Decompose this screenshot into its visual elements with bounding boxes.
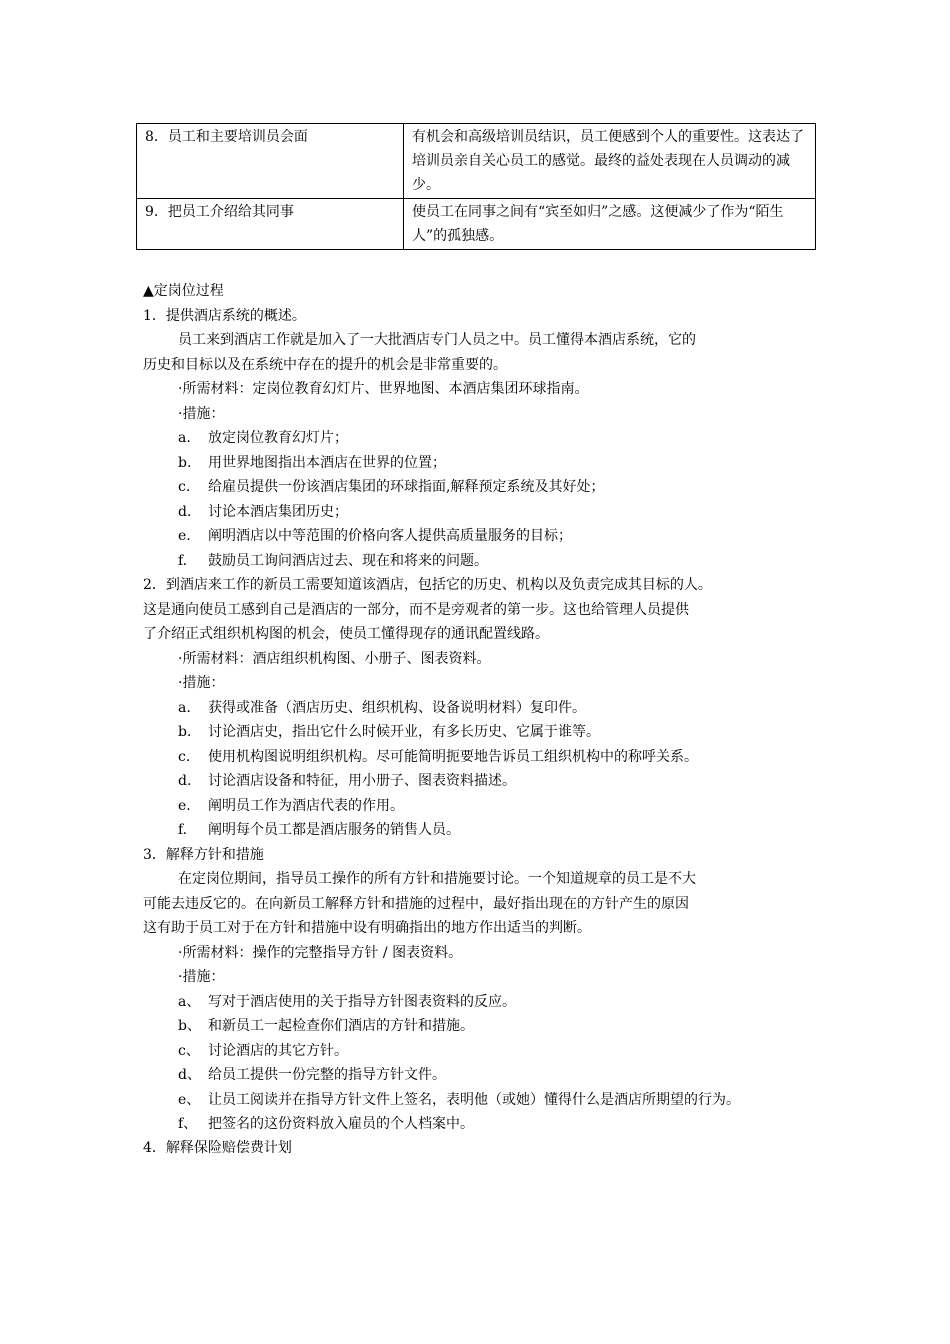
list-item-text: 放定岗位教育幻灯片；	[208, 430, 348, 446]
materials-line: ·所需材料：定岗位教育幻灯片、世界地图、本酒店集团环球指南。	[178, 381, 589, 397]
list-item-label: f.	[178, 822, 188, 838]
section-title: 1．提供酒店系统的概述。	[143, 307, 306, 324]
section-title: 4．解释保险赔偿费计划	[143, 1140, 292, 1156]
measures-label: ·措施：	[178, 969, 225, 985]
list-item-text: 和新员工一起检查你们酒店的方针和措施。	[208, 1018, 474, 1034]
list-item-text: 给雇员提供一份该酒店集团的环球指面,解释预定系统及其好处；	[208, 479, 605, 495]
paragraph-line: 这有助于员工对于在方针和措施中设有明确指出的地方作出适当的判断。	[143, 920, 591, 936]
list-item	[143, 1039, 815, 1064]
document-body	[143, 279, 815, 1161]
list-item	[143, 1063, 815, 1088]
list-item	[143, 426, 815, 451]
list-item	[143, 794, 815, 819]
table-cell-desc: 有机会和高级培训员结识，员工便感到个人的重要性。这表达了培训员亲自关心员工的感觉。最终的益处表现在人员调动的减少。	[404, 124, 816, 199]
list-item-text: 鼓励员工询问酒店过去、现在和将来的问题。	[208, 552, 488, 569]
list-item	[143, 500, 815, 525]
table-cell-desc: 使员工在同事之间有“宾至如归”之感。这便减少了作为“陌生人”的孤独感。	[404, 199, 816, 250]
table-cell-step: 8．员工和主要培训员会面	[137, 124, 404, 199]
list-item-text: 阐明每个员工都是酒店服务的销售人员。	[208, 822, 460, 838]
orientation-table	[136, 123, 816, 250]
list-item	[143, 818, 815, 843]
list-item	[143, 475, 815, 500]
list-item-label: b.	[178, 724, 192, 740]
list-item-label: b.	[178, 454, 192, 471]
list-item-label: f、	[178, 1115, 198, 1132]
list-item-label: d.	[178, 503, 192, 520]
list-item-label: e.	[178, 797, 191, 814]
list-item	[143, 720, 815, 745]
list-item-text: 获得或准备（酒店历史、组织机构、设备说明材料）复印件。	[208, 699, 586, 716]
paragraph-line: 员工来到酒店工作就是加入了一大批酒店专门人员之中。员工懂得本酒店系统，它的	[178, 332, 696, 348]
paragraph-line: 在定岗位期间，指导员工操作的所有方针和措施要讨论。一个知道规章的员工是不大	[178, 871, 696, 887]
list-item-text: 讨论酒店的其它方针。	[208, 1042, 348, 1059]
list-item	[143, 769, 815, 794]
list-item-label: b、	[178, 1018, 201, 1034]
paragraph-line: 可能去违反它的。在向新员工解释方针和措施的过程中，最好指出现在的方针产生的原因	[143, 895, 689, 912]
materials-line: ·所需材料：操作的完整指导方针 / 图表资料。	[178, 944, 463, 961]
list-item	[143, 524, 815, 549]
list-item-text: 讨论本酒店集团历史；	[208, 503, 348, 520]
list-item-label: d、	[178, 1067, 201, 1083]
list-item-text: 给员工提供一份完整的指导方针文件。	[208, 1067, 446, 1083]
list-item	[143, 1112, 815, 1137]
list-item-label: d.	[178, 773, 192, 789]
section-title: 2．到酒店来工作的新员工需要知道该酒店，包括它的历史、机构以及负责完成其目标的人。	[143, 577, 712, 593]
list-item-text: 让员工阅读并在指导方针文件上签名，表明他（或她）懂得什么是酒店所期望的行为。	[208, 1091, 740, 1108]
list-item	[143, 990, 815, 1015]
paragraph-line: 这是通向使员工感到自己是酒店的一部分，而不是旁观者的第一步。这也给管理人员提供	[143, 601, 689, 618]
table-row	[137, 199, 816, 250]
list-item	[143, 745, 815, 770]
measures-label: ·措施：	[178, 675, 225, 691]
list-item	[143, 549, 815, 574]
materials-line: ·所需材料：酒店组织机构图、小册子、图表资料。	[178, 650, 491, 667]
list-item-label: a.	[178, 430, 191, 446]
list-item	[143, 696, 815, 721]
list-item-text: 写对于酒店使用的关于指导方针图表资料的反应。	[208, 993, 516, 1010]
list-item-text: 讨论酒店史，指出它什么时候开业，有多长历史、它属于谁等。	[208, 724, 600, 740]
list-item-label: e、	[178, 1091, 201, 1108]
list-item-label: c、	[178, 1042, 200, 1059]
table-cell-step: 9．把员工介绍给其同事	[137, 199, 404, 250]
section-title: 3．解释方针和措施	[143, 846, 264, 863]
list-item-label: a、	[178, 993, 201, 1010]
list-item-text: 讨论酒店设备和特征，用小册子、图表资料描述。	[208, 773, 516, 789]
list-item	[143, 1014, 815, 1039]
list-item-label: f.	[178, 552, 188, 569]
list-item-text: 用世界地图指出本酒店在世界的位置；	[208, 454, 446, 471]
list-item-label: c.	[178, 748, 191, 765]
table-row	[137, 124, 816, 199]
paragraph-line: 了介绍正式组织机构图的机会，使员工懂得现存的通讯配置线路。	[143, 626, 549, 642]
list-item-text: 阐明员工作为酒店代表的作用。	[208, 797, 404, 814]
list-item-text: 阐明酒店以中等范围的价格向客人提供高质量服务的目标；	[208, 528, 572, 544]
list-item-label: c.	[178, 479, 191, 495]
list-item	[143, 1088, 815, 1112]
section-heading: ▲定岗位过程	[143, 283, 224, 299]
measures-label: ·措施：	[178, 405, 225, 422]
list-item	[143, 451, 815, 476]
list-item-text: 使用机构图说明组织机构。尽可能简明扼要地告诉员工组织机构中的称呼关系。	[208, 748, 698, 765]
list-item-label: a.	[178, 699, 191, 716]
list-item-text: 把签名的这份资料放入雇员的个人档案中。	[208, 1115, 474, 1132]
list-item-label: e.	[178, 528, 191, 544]
paragraph-line: 历史和目标以及在系统中存在的提升的机会是非常重要的。	[143, 356, 507, 373]
